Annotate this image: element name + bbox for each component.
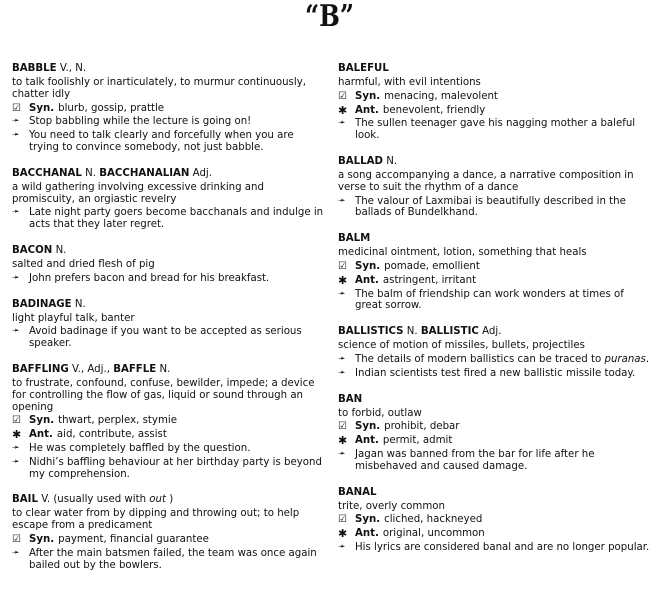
asterisk-icon: ✱ (338, 103, 348, 117)
entry-headword-line (12, 298, 324, 312)
grammar-label: N. (159, 363, 171, 375)
grammar-label: N. (85, 167, 97, 179)
synonyms-line (338, 514, 650, 526)
headword: BADINAGE (12, 298, 72, 310)
line-content: original, uncommon (382, 528, 485, 540)
headword-variant: BACCHANALIAN (99, 167, 190, 179)
line-text (29, 130, 324, 154)
grammar-label: N. (55, 244, 67, 256)
synonyms-line (12, 415, 324, 427)
example-sentence (12, 116, 324, 128)
example-sentence (12, 130, 324, 154)
line-text (29, 273, 324, 285)
entry-headword-line (338, 325, 650, 339)
asterisk-icon: ✱ (12, 428, 22, 442)
line-text (355, 91, 650, 103)
example-sentence (338, 196, 650, 220)
example-sentence (12, 548, 324, 572)
pointer-arrow-icon: ➛ (12, 547, 20, 558)
line-content: He was completely baffled by the question. (29, 442, 251, 454)
line-text (29, 326, 324, 350)
entry-headword-line (338, 486, 650, 500)
line-content: Jagan was banned from the bar for life after he misbehaved and caused damage. (355, 448, 595, 472)
line-content: After the main batsmen failed, the team was once again bailed out by the bowlers. (29, 547, 317, 571)
pointer-arrow-icon: ➛ (338, 195, 346, 206)
antonym-label: Ant. (355, 528, 379, 540)
example-sentence (12, 443, 324, 455)
entry-headword-line (338, 393, 650, 407)
dictionary-entry (338, 325, 650, 379)
example-sentence (338, 449, 650, 473)
line-content: Stop babbling while the lecture is going on! (29, 116, 252, 128)
line-text (355, 354, 650, 366)
definition: trite, overly common (338, 500, 445, 512)
pointer-arrow-icon: ➛ (338, 541, 346, 552)
antonyms-line (338, 435, 650, 447)
synonyms-line (12, 103, 324, 115)
example-sentence (338, 354, 650, 366)
definition: to clear water from by dipping and throwing out; to help escape from a predicament (12, 508, 300, 532)
asterisk-icon: ✱ (338, 434, 348, 448)
headword: BAIL (12, 494, 38, 506)
entry-headword-line (12, 493, 324, 507)
antonym-label: Ant. (355, 274, 379, 286)
dictionary-entry (338, 155, 650, 219)
headword: BALLISTICS (338, 326, 404, 338)
line-text (355, 289, 650, 313)
line-text (29, 457, 324, 481)
example-sentence (338, 289, 650, 313)
antonyms-line (338, 105, 650, 117)
line-text (355, 261, 650, 273)
grammar-label: V., Adj., (72, 363, 110, 375)
example-sentence (12, 457, 324, 481)
pointer-arrow-icon: ➛ (12, 272, 20, 283)
line-text (355, 542, 650, 554)
definition: to talk foolishly or inarticulately, to murmur continuously, chatter idly (12, 77, 306, 100)
page-title: “B” (304, 0, 355, 34)
antonyms-line (12, 429, 324, 441)
grammar-note-end: ) (169, 494, 174, 506)
line-text (355, 449, 650, 473)
line-text (29, 116, 324, 128)
example-sentence (12, 326, 324, 350)
line-text (29, 534, 324, 546)
line-text (355, 528, 650, 540)
checkbox-icon: ☑ (338, 90, 347, 102)
line-content: Late night party goers become bacchanals and indulge in acts that they later regret. (29, 207, 324, 231)
antonym-label: Ant. (355, 104, 379, 116)
headword: BACCHANAL (12, 167, 82, 179)
line-text (355, 421, 650, 433)
dictionary-entry (12, 167, 324, 231)
synonyms-line (338, 91, 650, 103)
headword-variant: BALLISTIC (420, 326, 479, 338)
line-text (355, 275, 650, 287)
definition: medicinal ointment, lotion, something that heals (338, 247, 587, 259)
example-sentence (12, 273, 324, 285)
synonyms-line (338, 261, 650, 273)
checkbox-icon: ☑ (338, 260, 347, 272)
grammar-label: V., N. (59, 63, 87, 74)
synonym-label: Syn. (355, 421, 381, 433)
italic-term: puranas (604, 353, 646, 365)
line-content: blurb, gossip, prattle (58, 102, 165, 114)
pointer-arrow-icon: ➛ (338, 353, 346, 364)
pointer-arrow-icon: ➛ (338, 288, 346, 299)
line-content: payment, financial guarantee (58, 533, 209, 545)
headword: BAN (338, 393, 363, 405)
checkbox-icon: ☑ (338, 514, 347, 526)
line-content: You need to talk clearly and forcefully when you are trying to convince somebody, not just babble. (29, 130, 294, 153)
synonym-label: Syn. (355, 514, 381, 526)
line-content: pomade, emollient (384, 260, 480, 272)
checkbox-icon: ☑ (338, 421, 347, 433)
pointer-arrow-icon: ➛ (12, 207, 20, 218)
definition: science of motion of missiles, bullets, projectiles (338, 340, 585, 352)
asterisk-icon: ✱ (338, 527, 348, 541)
pointer-arrow-icon: ➛ (338, 367, 346, 378)
entry-headword-line (338, 62, 650, 76)
grammar-label: N. (74, 298, 86, 310)
line-content: menacing, malevolent (384, 90, 498, 102)
headword: BACON (12, 244, 53, 256)
dictionary-entry (12, 493, 324, 571)
antonym-label: Ant. (29, 429, 53, 441)
pointer-arrow-icon: ➛ (12, 456, 20, 467)
dictionary-entry (12, 62, 324, 154)
antonyms-line (338, 275, 650, 287)
grammar-label: Adj. (482, 326, 502, 338)
line-content: astringent, irritant (382, 274, 477, 286)
line-text (355, 435, 650, 447)
synonym-label: Syn. (29, 533, 55, 545)
headword: BALM (338, 233, 371, 245)
synonym-label: Syn. (355, 260, 381, 272)
dictionary-entry (338, 393, 650, 473)
grammar-note-italic: out (149, 494, 166, 506)
asterisk-icon: ✱ (338, 273, 348, 287)
line-content: Avoid badinage if you want to be accepted as serious speaker. (29, 326, 302, 350)
definition: to frustrate, confound, confuse, bewilder, impede; a device for controlling the flow of gas, liquid or sound through an opening (12, 377, 315, 413)
pointer-arrow-icon: ➛ (12, 116, 20, 127)
line-text (29, 415, 324, 427)
line-content: benevolent, friendly (382, 104, 486, 116)
line-text (355, 514, 650, 526)
headword: BANAL (338, 486, 377, 498)
antonyms-line (338, 528, 650, 540)
dictionary-entry (338, 232, 650, 312)
pointer-arrow-icon: ➛ (338, 118, 346, 129)
headword: BALEFUL (338, 63, 389, 74)
synonym-label: Syn. (29, 415, 55, 427)
headword: BAFFLING (12, 363, 69, 375)
grammar-label: N. (386, 155, 398, 167)
right-column (338, 62, 650, 554)
line-text (355, 196, 650, 220)
example-sentence (12, 207, 324, 231)
definition: a wild gathering involving excessive drinking and promiscuity, an orgiastic revelry (12, 181, 264, 205)
example-sentence (338, 542, 650, 554)
line-content: permit, admit (382, 435, 453, 447)
definition: light playful talk, banter (12, 312, 135, 324)
line-text (29, 207, 324, 231)
dictionary-entry (12, 363, 324, 480)
entry-headword-line (12, 363, 324, 377)
dictionary-entry (338, 486, 650, 554)
dictionary-entry (12, 244, 324, 285)
line-text (355, 118, 650, 142)
definition: harmful, with evil intentions (338, 77, 481, 88)
line-content: The valour of Laxmibai is beautifully described in the ballads of Bundelkhand. (355, 195, 626, 219)
grammar-label: V. (usually used with (41, 494, 147, 506)
line-content: thwart, perplex, stymie (58, 415, 177, 427)
headword-variant: BAFFLE (113, 363, 157, 375)
checkbox-icon: ☑ (12, 102, 21, 114)
dictionary-entry (12, 298, 324, 350)
headword: BALLAD (338, 155, 383, 167)
pointer-arrow-icon: ➛ (338, 448, 346, 459)
entry-headword-line (338, 232, 650, 246)
antonym-label: Ant. (355, 435, 379, 447)
line-content: His lyrics are considered banal and are no longer popular. (355, 541, 650, 553)
grammar-label: N. (406, 326, 418, 338)
entry-headword-line (338, 155, 650, 169)
line-content: prohibit, debar (384, 421, 460, 433)
line-text (355, 368, 650, 380)
entry-headword-line (12, 244, 324, 258)
synonym-label: Syn. (355, 90, 381, 102)
line-text (29, 548, 324, 572)
definition: to forbid, outlaw (338, 407, 422, 419)
checkbox-icon: ☑ (12, 533, 21, 545)
left-column (12, 62, 324, 571)
pointer-arrow-icon: ➛ (12, 326, 20, 337)
line-content: John prefers bacon and bread for his breakfast. (29, 272, 270, 284)
synonyms-line (338, 421, 650, 433)
line-text (29, 429, 324, 441)
example-sentence (338, 368, 650, 380)
line-content: The sullen teenager gave his nagging mother a baleful look. (355, 118, 636, 142)
pointer-arrow-icon: ➛ (12, 442, 20, 453)
headword: BABBLE (12, 63, 57, 74)
line-content: The balm of friendship can work wonders at times of great sorrow. (355, 288, 624, 312)
dictionary-entry (338, 62, 650, 142)
entry-headword-line (12, 62, 324, 76)
line-text (29, 103, 324, 115)
line-content: The details of modern ballistics can be traced to (355, 353, 602, 365)
definition: a song accompanying a dance, a narrative composition in verse to suit the rhythm of a dance (338, 169, 634, 193)
checkbox-icon: ☑ (12, 415, 21, 427)
line-text (355, 105, 650, 117)
line-content: cliched, hackneyed (384, 514, 483, 526)
definition: salted and dried flesh of pig (12, 258, 155, 270)
line-end: . (645, 353, 650, 365)
example-sentence (338, 118, 650, 142)
synonym-label: Syn. (29, 102, 55, 114)
line-content: Indian scientists test fired a new ballistic missile today. (355, 367, 636, 379)
entry-headword-line (12, 167, 324, 181)
line-text (29, 443, 324, 455)
grammar-label: Adj. (192, 167, 212, 179)
line-content: Nidhi’s baffling behaviour at her birthday party is beyond my comprehension. (29, 456, 322, 480)
pointer-arrow-icon: ➛ (12, 130, 20, 141)
line-content: aid, contribute, assist (56, 429, 167, 441)
synonyms-line (12, 534, 324, 546)
